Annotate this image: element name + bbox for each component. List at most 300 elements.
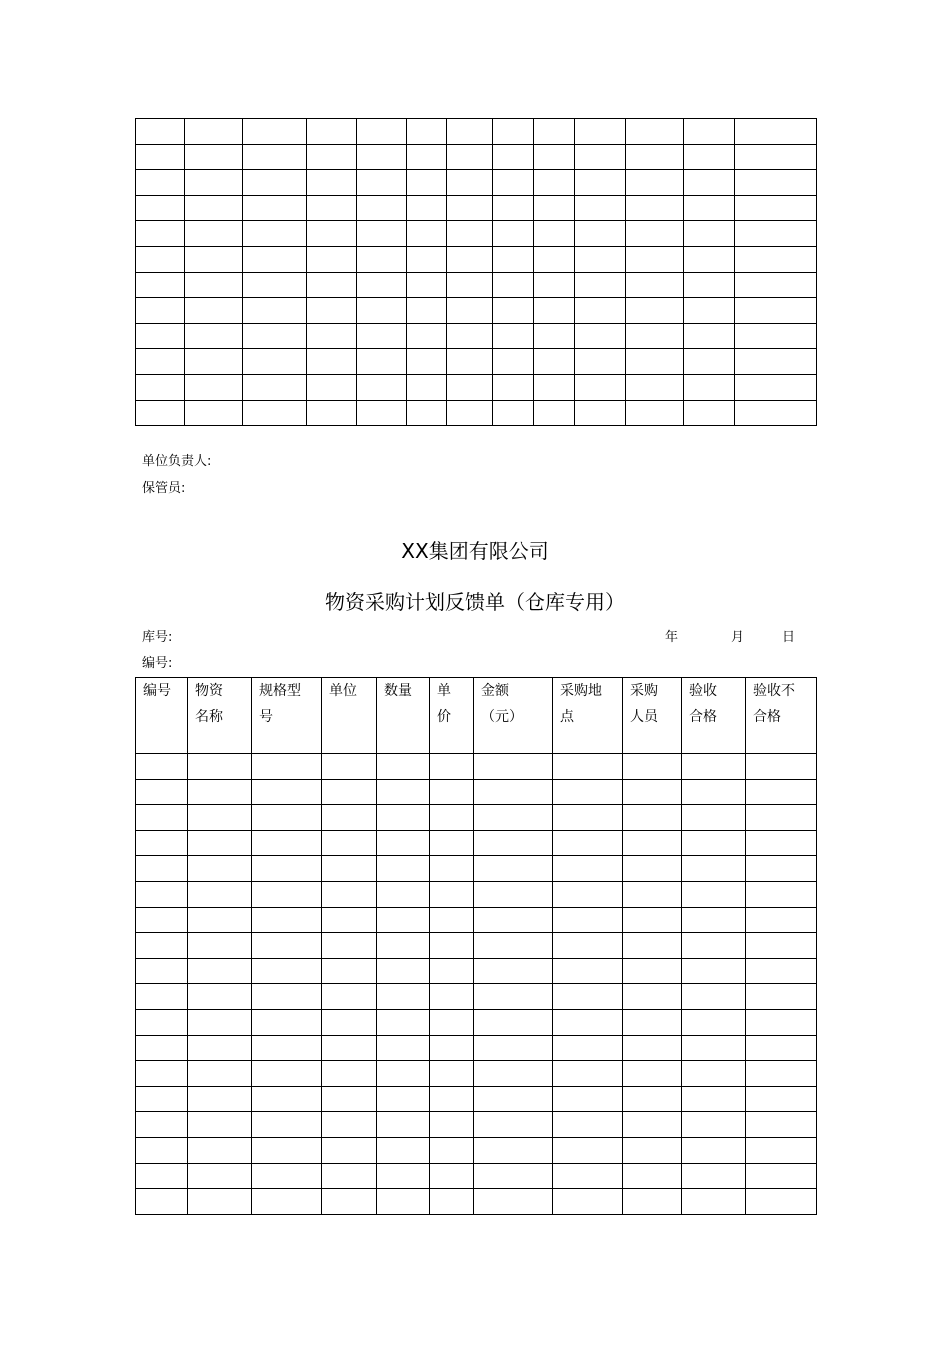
table-cell[interactable] [136,374,185,400]
table-cell[interactable] [474,1009,553,1035]
table-cell[interactable] [626,170,684,196]
table-cell[interactable] [684,170,735,196]
table-cell[interactable] [623,1061,682,1087]
table-cell[interactable] [623,856,682,882]
table-cell[interactable] [136,805,188,831]
table-cell[interactable] [553,933,623,959]
table-cell[interactable] [746,1163,817,1189]
table-cell[interactable] [553,779,623,805]
table-cell[interactable] [684,298,735,324]
table-cell[interactable] [307,246,357,272]
table-cell[interactable] [136,170,185,196]
table-cell[interactable] [575,298,626,324]
table-cell[interactable] [493,349,534,375]
table-cell[interactable] [407,144,447,170]
table-cell[interactable] [623,984,682,1010]
table-cell[interactable] [626,374,684,400]
table-cell[interactable] [746,958,817,984]
table-cell[interactable] [623,779,682,805]
table-cell[interactable] [430,856,474,882]
table-cell[interactable] [623,1137,682,1163]
table-cell[interactable] [626,323,684,349]
table-cell[interactable] [377,984,430,1010]
table-cell[interactable] [684,272,735,298]
table-cell[interactable] [682,754,746,780]
table-cell[interactable] [553,958,623,984]
table-cell[interactable] [553,856,623,882]
table-cell[interactable] [735,221,817,247]
table-cell[interactable] [188,933,252,959]
table-cell[interactable] [188,1112,252,1138]
table-cell[interactable] [136,1112,188,1138]
table-cell[interactable] [252,1061,322,1087]
table-cell[interactable] [322,933,377,959]
table-cell[interactable] [136,119,185,145]
table-cell[interactable] [474,1035,553,1061]
table-cell[interactable] [185,374,243,400]
table-cell[interactable] [430,1061,474,1087]
table-cell[interactable] [575,374,626,400]
table-cell[interactable] [735,119,817,145]
table-cell[interactable] [407,119,447,145]
table-cell[interactable] [682,1163,746,1189]
table-cell[interactable] [136,881,188,907]
table-cell[interactable] [252,907,322,933]
table-cell[interactable] [626,144,684,170]
table-cell[interactable] [357,195,407,221]
table-cell[interactable] [553,1189,623,1215]
table-cell[interactable] [357,374,407,400]
table-cell[interactable] [377,933,430,959]
table-cell[interactable] [553,1086,623,1112]
table-cell[interactable] [188,830,252,856]
table-cell[interactable] [407,374,447,400]
table-cell[interactable] [553,1009,623,1035]
table-cell[interactable] [447,272,493,298]
table-cell[interactable] [746,1112,817,1138]
table-cell[interactable] [623,1086,682,1112]
table-cell[interactable] [188,805,252,831]
table-cell[interactable] [553,907,623,933]
table-cell[interactable] [746,754,817,780]
table-cell[interactable] [684,221,735,247]
table-cell[interactable] [735,272,817,298]
table-cell[interactable] [474,1061,553,1087]
table-cell[interactable] [430,1112,474,1138]
table-cell[interactable] [407,221,447,247]
table-cell[interactable] [474,805,553,831]
table-cell[interactable] [682,1137,746,1163]
table-cell[interactable] [136,400,185,426]
table-cell[interactable] [307,374,357,400]
table-cell[interactable] [493,246,534,272]
table-cell[interactable] [188,1035,252,1061]
table-cell[interactable] [626,119,684,145]
table-cell[interactable] [553,754,623,780]
table-cell[interactable] [188,1009,252,1035]
table-cell[interactable] [493,323,534,349]
table-cell[interactable] [243,374,307,400]
table-cell[interactable] [357,246,407,272]
table-cell[interactable] [493,272,534,298]
table-cell[interactable] [243,246,307,272]
table-cell[interactable] [746,1189,817,1215]
table-cell[interactable] [575,349,626,375]
table-cell[interactable] [575,400,626,426]
table-cell[interactable] [684,400,735,426]
table-cell[interactable] [377,1009,430,1035]
table-cell[interactable] [575,170,626,196]
table-cell[interactable] [377,1112,430,1138]
table-cell[interactable] [430,1035,474,1061]
table-cell[interactable] [534,221,575,247]
table-cell[interactable] [430,830,474,856]
table-cell[interactable] [185,323,243,349]
table-cell[interactable] [307,119,357,145]
table-cell[interactable] [447,349,493,375]
table-cell[interactable] [575,195,626,221]
table-cell[interactable] [430,984,474,1010]
table-cell[interactable] [252,805,322,831]
table-cell[interactable] [682,779,746,805]
table-cell[interactable] [430,779,474,805]
table-cell[interactable] [474,1112,553,1138]
table-cell[interactable] [407,170,447,196]
table-cell[interactable] [682,805,746,831]
table-cell[interactable] [493,144,534,170]
table-cell[interactable] [682,933,746,959]
table-cell[interactable] [493,298,534,324]
table-cell[interactable] [623,1163,682,1189]
table-cell[interactable] [357,272,407,298]
table-cell[interactable] [136,1086,188,1112]
table-cell[interactable] [322,1137,377,1163]
table-cell[interactable] [136,1137,188,1163]
table-cell[interactable] [534,298,575,324]
table-cell[interactable] [407,323,447,349]
table-cell[interactable] [322,958,377,984]
table-cell[interactable] [682,1009,746,1035]
table-cell[interactable] [623,1035,682,1061]
table-cell[interactable] [746,1086,817,1112]
table-cell[interactable] [447,323,493,349]
table-cell[interactable] [357,298,407,324]
table-cell[interactable] [474,1163,553,1189]
table-cell[interactable] [626,349,684,375]
table-cell[interactable] [322,881,377,907]
table-cell[interactable] [626,400,684,426]
table-cell[interactable] [682,1035,746,1061]
table-cell[interactable] [188,1061,252,1087]
table-cell[interactable] [377,958,430,984]
table-cell[interactable] [252,1189,322,1215]
table-cell[interactable] [430,1009,474,1035]
table-cell[interactable] [307,298,357,324]
table-cell[interactable] [377,1189,430,1215]
table-cell[interactable] [185,221,243,247]
table-cell[interactable] [307,323,357,349]
table-cell[interactable] [493,119,534,145]
table-cell[interactable] [474,881,553,907]
table-cell[interactable] [136,1061,188,1087]
table-cell[interactable] [474,958,553,984]
table-cell[interactable] [682,881,746,907]
table-cell[interactable] [553,881,623,907]
table-cell[interactable] [307,349,357,375]
table-cell[interactable] [252,1163,322,1189]
table-cell[interactable] [185,349,243,375]
table-cell[interactable] [322,1112,377,1138]
table-cell[interactable] [684,246,735,272]
table-cell[interactable] [322,805,377,831]
table-cell[interactable] [307,272,357,298]
table-cell[interactable] [243,144,307,170]
table-cell[interactable] [252,830,322,856]
table-cell[interactable] [682,907,746,933]
table-cell[interactable] [136,1009,188,1035]
table-cell[interactable] [322,754,377,780]
table-cell[interactable] [682,984,746,1010]
table-cell[interactable] [322,1086,377,1112]
table-cell[interactable] [534,374,575,400]
table-cell[interactable] [474,830,553,856]
table-cell[interactable] [243,272,307,298]
table-cell[interactable] [623,830,682,856]
table-cell[interactable] [185,298,243,324]
table-cell[interactable] [447,144,493,170]
table-cell[interactable] [252,958,322,984]
table-cell[interactable] [407,195,447,221]
table-cell[interactable] [136,984,188,1010]
table-cell[interactable] [553,830,623,856]
table-cell[interactable] [307,221,357,247]
table-cell[interactable] [377,779,430,805]
table-cell[interactable] [553,805,623,831]
table-cell[interactable] [136,323,185,349]
table-cell[interactable] [185,119,243,145]
table-cell[interactable] [447,221,493,247]
table-cell[interactable] [185,170,243,196]
table-cell[interactable] [188,856,252,882]
table-cell[interactable] [243,400,307,426]
table-cell[interactable] [252,1035,322,1061]
table-cell[interactable] [357,119,407,145]
table-cell[interactable] [684,349,735,375]
table-cell[interactable] [430,1137,474,1163]
table-cell[interactable] [252,1112,322,1138]
table-cell[interactable] [746,830,817,856]
table-cell[interactable] [735,374,817,400]
table-cell[interactable] [682,1086,746,1112]
table-cell[interactable] [357,170,407,196]
table-cell[interactable] [684,323,735,349]
table-cell[interactable] [136,1035,188,1061]
table-cell[interactable] [474,779,553,805]
table-cell[interactable] [377,1035,430,1061]
table-cell[interactable] [474,984,553,1010]
table-cell[interactable] [136,246,185,272]
table-cell[interactable] [575,323,626,349]
table-cell[interactable] [357,144,407,170]
table-cell[interactable] [553,1137,623,1163]
table-cell[interactable] [447,298,493,324]
table-cell[interactable] [684,195,735,221]
table-cell[interactable] [377,907,430,933]
table-cell[interactable] [252,881,322,907]
table-cell[interactable] [682,856,746,882]
table-cell[interactable] [136,195,185,221]
table-cell[interactable] [322,1189,377,1215]
table-cell[interactable] [185,246,243,272]
table-cell[interactable] [188,1189,252,1215]
table-cell[interactable] [377,1061,430,1087]
table-cell[interactable] [735,400,817,426]
table-cell[interactable] [534,195,575,221]
table-cell[interactable] [322,1009,377,1035]
table-cell[interactable] [136,221,185,247]
table-cell[interactable] [185,144,243,170]
table-cell[interactable] [252,779,322,805]
table-cell[interactable] [474,856,553,882]
table-cell[interactable] [474,1137,553,1163]
table-cell[interactable] [377,805,430,831]
table-cell[interactable] [575,246,626,272]
table-cell[interactable] [136,907,188,933]
table-cell[interactable] [493,374,534,400]
table-cell[interactable] [136,933,188,959]
table-cell[interactable] [430,1086,474,1112]
table-cell[interactable] [136,1163,188,1189]
table-cell[interactable] [735,144,817,170]
table-cell[interactable] [534,349,575,375]
table-cell[interactable] [474,1086,553,1112]
table-cell[interactable] [493,170,534,196]
table-cell[interactable] [735,246,817,272]
table-cell[interactable] [136,349,185,375]
table-cell[interactable] [357,400,407,426]
table-cell[interactable] [252,933,322,959]
table-cell[interactable] [307,195,357,221]
table-cell[interactable] [252,1137,322,1163]
table-cell[interactable] [243,195,307,221]
table-cell[interactable] [322,1035,377,1061]
table-cell[interactable] [377,754,430,780]
table-cell[interactable] [553,1061,623,1087]
table-cell[interactable] [553,1035,623,1061]
table-cell[interactable] [474,1189,553,1215]
table-cell[interactable] [626,272,684,298]
table-cell[interactable] [430,933,474,959]
table-cell[interactable] [553,1112,623,1138]
table-cell[interactable] [136,298,185,324]
table-cell[interactable] [623,907,682,933]
table-cell[interactable] [322,856,377,882]
table-cell[interactable] [136,144,185,170]
table-cell[interactable] [188,984,252,1010]
table-cell[interactable] [575,272,626,298]
table-cell[interactable] [735,170,817,196]
table-cell[interactable] [474,754,553,780]
table-cell[interactable] [377,1086,430,1112]
table-cell[interactable] [746,933,817,959]
table-cell[interactable] [188,1086,252,1112]
table-cell[interactable] [430,881,474,907]
table-cell[interactable] [377,830,430,856]
table-cell[interactable] [746,1137,817,1163]
table-cell[interactable] [682,1112,746,1138]
table-cell[interactable] [493,195,534,221]
table-cell[interactable] [534,246,575,272]
table-cell[interactable] [575,119,626,145]
table-cell[interactable] [136,958,188,984]
table-cell[interactable] [252,754,322,780]
table-cell[interactable] [252,856,322,882]
table-cell[interactable] [623,881,682,907]
table-cell[interactable] [322,779,377,805]
table-cell[interactable] [534,170,575,196]
table-cell[interactable] [243,323,307,349]
table-cell[interactable] [575,221,626,247]
table-cell[interactable] [185,272,243,298]
table-cell[interactable] [682,958,746,984]
table-cell[interactable] [407,272,447,298]
table-cell[interactable] [746,1035,817,1061]
table-cell[interactable] [357,349,407,375]
table-cell[interactable] [377,856,430,882]
table-cell[interactable] [188,754,252,780]
table-cell[interactable] [377,881,430,907]
table-cell[interactable] [243,221,307,247]
table-cell[interactable] [735,349,817,375]
table-cell[interactable] [684,119,735,145]
table-cell[interactable] [447,170,493,196]
table-cell[interactable] [188,1137,252,1163]
table-cell[interactable] [575,144,626,170]
table-cell[interactable] [735,298,817,324]
table-cell[interactable] [430,805,474,831]
table-cell[interactable] [746,1009,817,1035]
table-cell[interactable] [136,856,188,882]
table-cell[interactable] [735,195,817,221]
table-cell[interactable] [746,881,817,907]
table-cell[interactable] [430,958,474,984]
table-cell[interactable] [357,323,407,349]
table-cell[interactable] [252,984,322,1010]
table-cell[interactable] [136,272,185,298]
table-cell[interactable] [430,1163,474,1189]
table-cell[interactable] [407,246,447,272]
table-cell[interactable] [493,400,534,426]
table-cell[interactable] [136,1189,188,1215]
table-cell[interactable] [188,958,252,984]
table-cell[interactable] [623,933,682,959]
table-cell[interactable] [188,907,252,933]
table-cell[interactable] [377,1163,430,1189]
table-cell[interactable] [188,1163,252,1189]
table-cell[interactable] [243,298,307,324]
table-cell[interactable] [534,272,575,298]
table-cell[interactable] [185,195,243,221]
table-cell[interactable] [447,374,493,400]
table-cell[interactable] [185,400,243,426]
table-cell[interactable] [407,349,447,375]
table-cell[interactable] [447,119,493,145]
table-cell[interactable] [623,958,682,984]
table-cell[interactable] [746,805,817,831]
table-cell[interactable] [377,1137,430,1163]
table-cell[interactable] [534,119,575,145]
table-cell[interactable] [136,779,188,805]
